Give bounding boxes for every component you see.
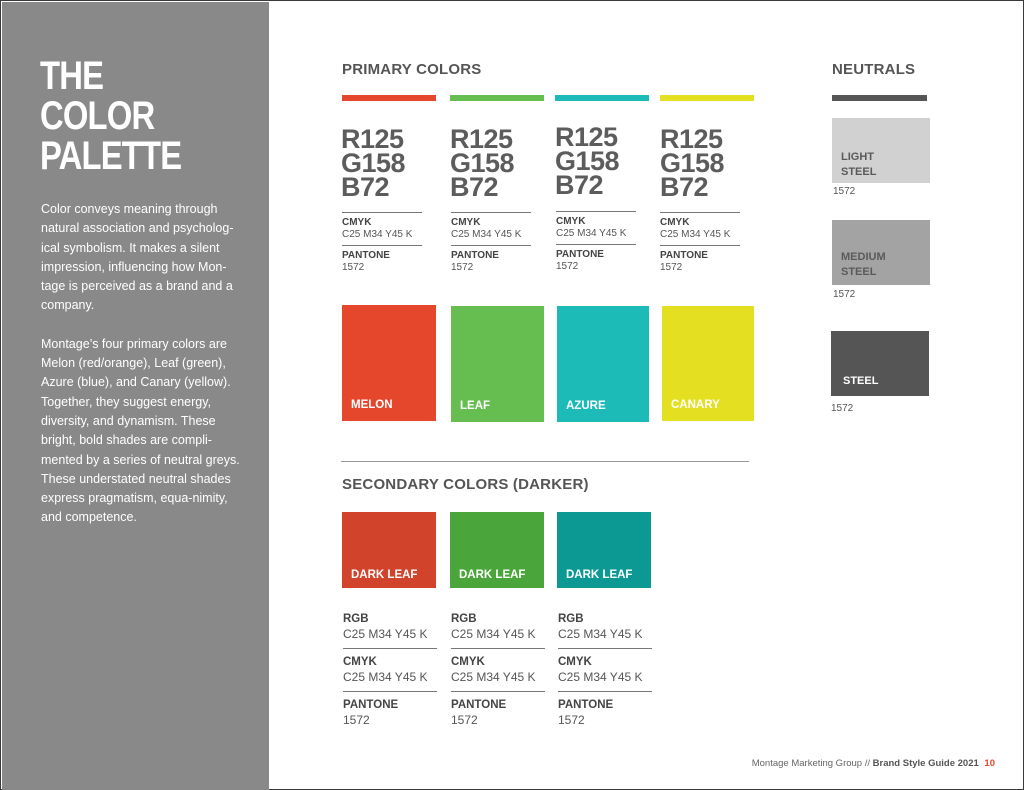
pantone-value: 1572 bbox=[558, 713, 585, 727]
cmyk-label: CMYK bbox=[343, 656, 377, 668]
pantone-label: PANTONE bbox=[660, 250, 708, 261]
intro-text bbox=[41, 200, 246, 547]
cmyk-value: C25 M34 Y45 K bbox=[556, 228, 627, 239]
rgb-label: RGB bbox=[343, 613, 369, 625]
page-footer bbox=[752, 758, 995, 769]
canary-swatch bbox=[662, 306, 754, 421]
melon-bar bbox=[342, 95, 436, 101]
secondary-colors-heading: SECONDARY COLORS (DARKER) bbox=[342, 476, 589, 493]
title-line-2: COLOR bbox=[40, 94, 155, 138]
pantone-label: PANTONE bbox=[342, 250, 390, 261]
rgb-value: C25 M34 Y45 K bbox=[451, 627, 536, 641]
intro-paragraph-1: Color conveys meaning through natural association and psycholog-ical symbolism. It makes a silent impression, influencing how Mon-tage is perceived as a brand and a company. bbox=[41, 202, 234, 313]
canary-g-value: G158 bbox=[660, 148, 725, 178]
light-steel-code: 1572 bbox=[833, 186, 856, 197]
pantone-value: 1572 bbox=[451, 713, 478, 727]
secondary-specs-1 bbox=[343, 613, 437, 727]
melon-rgb bbox=[341, 124, 406, 202]
cmyk-value: C25 M34 Y45 K bbox=[451, 670, 536, 684]
swatch-label-line-1: MEDIUM bbox=[841, 251, 886, 263]
cmyk-value: C25 M34 Y45 K bbox=[342, 229, 413, 240]
canary-r-value: R125 bbox=[660, 124, 723, 154]
pantone-label: PANTONE bbox=[451, 250, 499, 261]
page-title bbox=[40, 56, 181, 176]
section-divider bbox=[341, 461, 749, 462]
pantone-value: 1572 bbox=[660, 262, 683, 273]
divider-rule bbox=[451, 648, 545, 649]
divider-rule bbox=[343, 691, 437, 692]
cmyk-label: CMYK bbox=[451, 217, 481, 228]
divider-rule bbox=[342, 245, 422, 246]
medium-steel-swatch bbox=[832, 220, 930, 285]
pantone-label: PANTONE bbox=[558, 699, 614, 711]
footer-guide-title: Brand Style Guide 2021 bbox=[872, 758, 979, 769]
pantone-value: 1572 bbox=[342, 262, 365, 273]
secondary-specs-3 bbox=[558, 613, 652, 727]
divider-rule bbox=[558, 648, 652, 649]
azure-g-value: G158 bbox=[555, 146, 620, 176]
title-line-3: PALETTE bbox=[40, 134, 182, 178]
page-number: 10 bbox=[984, 758, 995, 769]
neutrals-bar bbox=[832, 95, 927, 101]
secondary-swatch-1 bbox=[342, 512, 436, 588]
cmyk-value: C25 M34 Y45 K bbox=[660, 229, 731, 240]
azure-bar bbox=[555, 95, 649, 101]
steel-swatch bbox=[831, 331, 929, 396]
light-steel-swatch bbox=[832, 118, 930, 183]
pantone-value: 1572 bbox=[343, 713, 370, 727]
swatch-label: DARK LEAF bbox=[351, 569, 418, 581]
cmyk-value: C25 M34 Y45 K bbox=[343, 670, 428, 684]
canary-b-value: B72 bbox=[660, 172, 709, 202]
swatch-label: LEAF bbox=[460, 400, 491, 412]
leaf-b-value: B72 bbox=[450, 172, 499, 202]
pantone-label: PANTONE bbox=[343, 699, 399, 711]
rgb-label: RGB bbox=[558, 613, 584, 625]
canary-bar bbox=[660, 95, 754, 101]
cmyk-value: C25 M34 Y45 K bbox=[451, 229, 522, 240]
cmyk-value: C25 M34 Y45 K bbox=[558, 670, 643, 684]
divider-rule bbox=[660, 212, 740, 213]
cmyk-label: CMYK bbox=[660, 217, 690, 228]
cmyk-label: CMYK bbox=[556, 216, 586, 227]
cmyk-label: CMYK bbox=[558, 656, 592, 668]
leaf-rgb bbox=[450, 124, 515, 202]
swatch-label: DARK LEAF bbox=[459, 569, 526, 581]
swatch-label-line-2: STEEL bbox=[841, 166, 877, 178]
pantone-label: PANTONE bbox=[451, 699, 507, 711]
divider-rule bbox=[342, 212, 422, 213]
primary-colors-heading: PRIMARY COLORS bbox=[342, 61, 482, 78]
divider-rule bbox=[451, 691, 545, 692]
intro-paragraph-2: Montage’s four primary colors are Melon (red/orange), Leaf (green), Azure (blue), and Canary (yellow). Together, they suggest energy, diversity, and dynamism. These bright, bold shades are compli-mented by a series of neutral greys. These understated neutral shades express pragmatism, equa-nimity, and competence. bbox=[41, 336, 240, 525]
leaf-g-value: G158 bbox=[450, 148, 515, 178]
divider-rule bbox=[451, 245, 531, 246]
leaf-bar bbox=[450, 95, 544, 101]
swatch-label bbox=[841, 250, 886, 280]
azure-rgb bbox=[555, 122, 620, 200]
swatch-label-line-2: STEEL bbox=[841, 266, 877, 278]
melon-r-value: R125 bbox=[341, 124, 404, 154]
cmyk-label: CMYK bbox=[342, 217, 372, 228]
divider-rule bbox=[660, 245, 740, 246]
rgb-value: C25 M34 Y45 K bbox=[558, 627, 643, 641]
melon-swatch bbox=[342, 305, 436, 421]
divider-rule bbox=[556, 211, 636, 212]
swatch-label bbox=[843, 374, 878, 389]
pantone-label: PANTONE bbox=[556, 249, 604, 260]
secondary-swatch-2 bbox=[450, 512, 544, 588]
steel-code: 1572 bbox=[831, 403, 854, 414]
leaf-swatch bbox=[451, 306, 544, 422]
rgb-value: C25 M34 Y45 K bbox=[343, 627, 428, 641]
pantone-value: 1572 bbox=[556, 261, 579, 272]
divider-rule bbox=[343, 648, 437, 649]
azure-swatch bbox=[557, 306, 649, 422]
azure-b-value: B72 bbox=[555, 170, 604, 200]
secondary-swatch-3 bbox=[557, 512, 651, 588]
divider-rule bbox=[451, 212, 531, 213]
swatch-label: DARK LEAF bbox=[566, 569, 633, 581]
pantone-value: 1572 bbox=[451, 262, 474, 273]
swatch-label-line-1: STEEL bbox=[843, 375, 879, 387]
footer-company: Montage Marketing Group // bbox=[751, 758, 871, 769]
rgb-label: RGB bbox=[451, 613, 477, 625]
title-line-1: THE bbox=[40, 54, 104, 98]
swatch-label-line-1: LIGHT bbox=[841, 151, 874, 163]
melon-b-value: B72 bbox=[341, 172, 390, 202]
leaf-specs bbox=[451, 212, 531, 273]
secondary-specs-2 bbox=[451, 613, 545, 727]
swatch-label: CANARY bbox=[671, 399, 720, 411]
swatch-label: AZURE bbox=[566, 400, 606, 412]
leaf-r-value: R125 bbox=[450, 124, 513, 154]
azure-specs bbox=[556, 211, 636, 272]
canary-specs bbox=[660, 212, 740, 273]
melon-specs bbox=[342, 212, 422, 273]
canary-rgb bbox=[660, 124, 725, 202]
neutrals-heading: NEUTRALS bbox=[832, 61, 916, 78]
azure-r-value: R125 bbox=[555, 122, 618, 152]
divider-rule bbox=[556, 244, 636, 245]
cmyk-label: CMYK bbox=[451, 656, 485, 668]
medium-steel-code: 1572 bbox=[833, 289, 856, 300]
swatch-label: MELON bbox=[351, 399, 393, 411]
divider-rule bbox=[558, 691, 652, 692]
melon-g-value: G158 bbox=[341, 148, 406, 178]
swatch-label bbox=[841, 150, 876, 180]
